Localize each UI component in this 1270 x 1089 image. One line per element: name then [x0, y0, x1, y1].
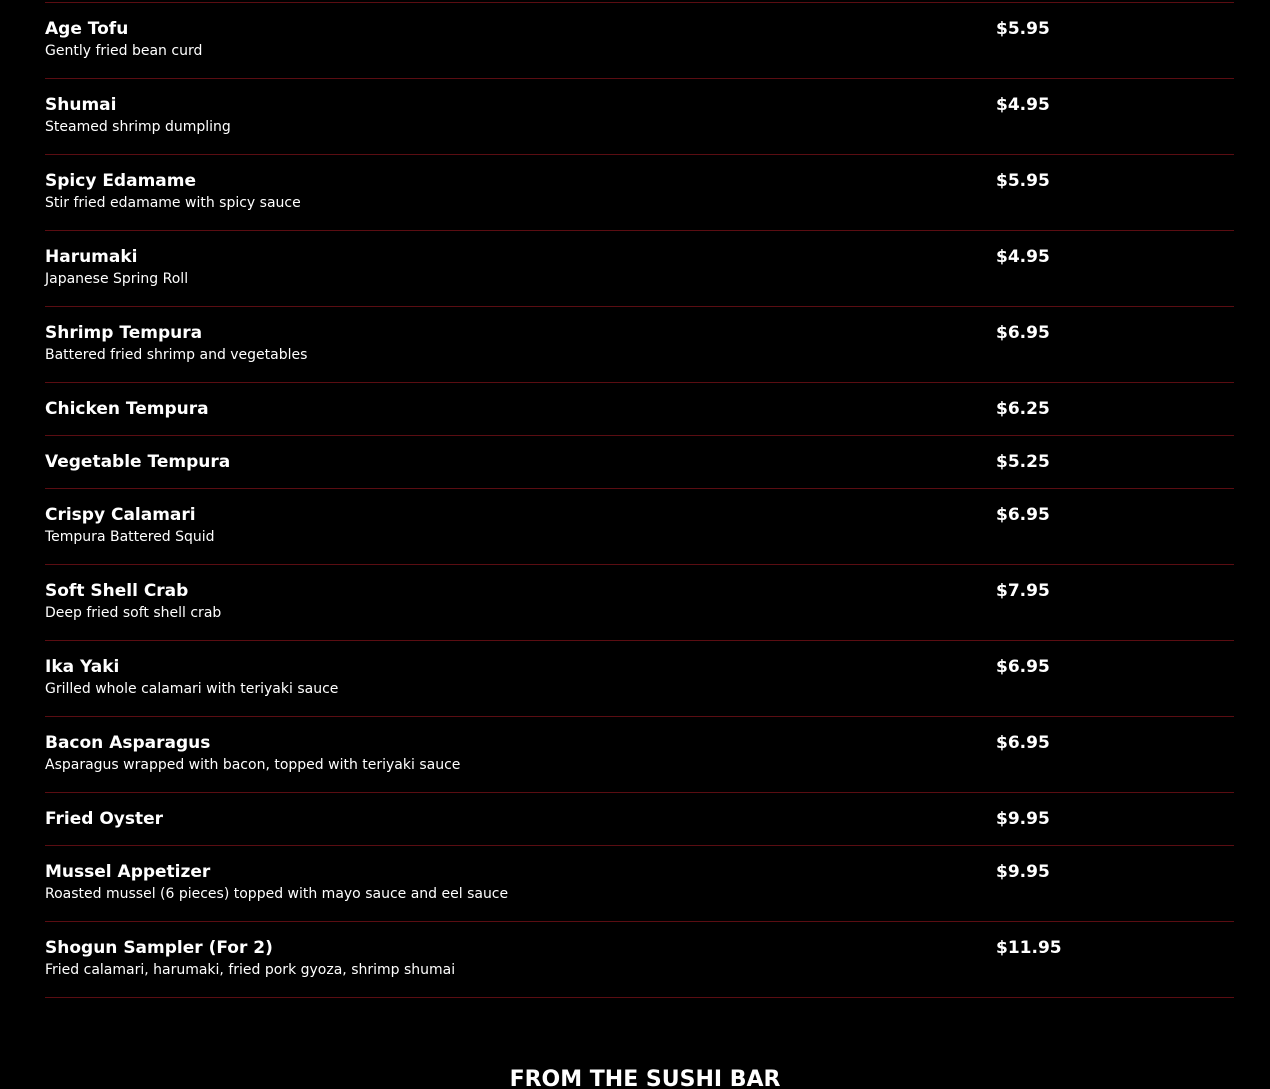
menu-item — [45, 565, 1234, 641]
menu-item — [45, 3, 1234, 79]
menu-item — [45, 489, 1234, 565]
menu-item-name: Mussel Appetizer — [45, 862, 211, 882]
menu-item-description: Japanese Spring Roll — [45, 271, 189, 287]
menu-item-name: Shogun Sampler (For 2) — [45, 938, 273, 958]
menu-item-description: Steamed shrimp dumpling — [45, 119, 231, 135]
menu-item — [45, 155, 1234, 231]
menu-item — [45, 793, 1234, 846]
menu-item — [45, 231, 1234, 307]
menu-item-price: $9.95 — [996, 862, 1050, 882]
menu-item-price: $9.95 — [996, 809, 1050, 829]
menu-item — [45, 846, 1234, 922]
menu-item-description: Grilled whole calamari with teriyaki sauce — [45, 681, 339, 697]
menu-item — [45, 717, 1234, 793]
menu-item-price: $5.25 — [996, 452, 1050, 472]
menu-item — [45, 641, 1234, 717]
menu-item-price: $6.25 — [996, 399, 1050, 419]
menu-item-price: $6.95 — [996, 505, 1050, 525]
menu-item-name: Shrimp Tempura — [45, 323, 203, 343]
menu-item-name: Ika Yaki — [45, 657, 120, 677]
menu-item-name: Crispy Calamari — [45, 505, 196, 525]
appetizer-menu-list — [45, 0, 1234, 998]
menu-item-description: Fried calamari, harumaki, fried pork gyoza, shrimp shumai — [45, 962, 456, 978]
menu-item-description: Deep fried soft shell crab — [45, 605, 222, 621]
menu-item-price: $6.95 — [996, 733, 1050, 753]
menu-item-price: $5.95 — [996, 171, 1050, 191]
menu-item-description: Battered fried shrimp and vegetables — [45, 347, 308, 363]
menu-item-name: Shumai — [45, 95, 117, 115]
menu-item — [45, 922, 1234, 998]
menu-item-name: Fried Oyster — [45, 809, 164, 829]
section-heading-sushi-bar: FROM THE SUSHI BAR — [509, 1067, 781, 1089]
menu-item-price: $5.95 — [996, 19, 1050, 39]
menu-item-name: Age Tofu — [45, 19, 129, 39]
menu-item-description: Asparagus wrapped with bacon, topped with teriyaki sauce — [45, 757, 461, 773]
menu-item-description: Roasted mussel (6 pieces) topped with mayo sauce and eel sauce — [45, 886, 509, 902]
menu-item — [45, 436, 1234, 489]
menu-item-description: Tempura Battered Squid — [45, 529, 215, 545]
menu-item — [45, 383, 1234, 436]
menu-item-price: $6.95 — [996, 657, 1050, 677]
menu-item-name: Spicy Edamame — [45, 171, 196, 191]
menu-item-name: Soft Shell Crab — [45, 581, 189, 601]
menu-item-name: Vegetable Tempura — [45, 452, 231, 472]
menu-item-price: $4.95 — [996, 95, 1050, 115]
menu-item — [45, 79, 1234, 155]
menu-item-price: $11.95 — [996, 938, 1062, 958]
menu-item — [45, 307, 1234, 383]
menu-item-name: Bacon Asparagus — [45, 733, 211, 753]
menu-item-name: Harumaki — [45, 247, 138, 267]
menu-item-description: Gently fried bean curd — [45, 43, 203, 59]
menu-item-name: Chicken Tempura — [45, 399, 209, 419]
menu-item-price: $6.95 — [996, 323, 1050, 343]
menu-item-price: $4.95 — [996, 247, 1050, 267]
menu-item-price: $7.95 — [996, 581, 1050, 601]
menu-item-description: Stir fried edamame with spicy sauce — [45, 195, 301, 211]
